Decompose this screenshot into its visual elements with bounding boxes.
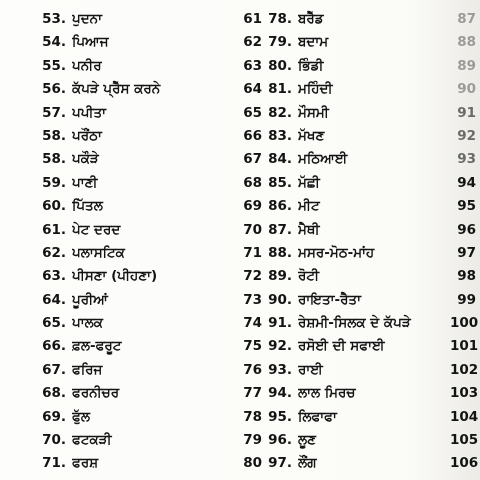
index-row <box>264 429 479 452</box>
entry-page: 65 <box>243 104 262 121</box>
entry-number: 80. <box>268 57 292 74</box>
entry-term: ਪਾਲਕ <box>72 315 103 332</box>
entry-page: 104 <box>450 408 479 425</box>
index-row <box>264 125 476 148</box>
index-row <box>264 359 479 382</box>
entry-number: 95. <box>268 408 292 425</box>
entry-page: 74 <box>243 315 262 332</box>
entry-term: ਫਰਨੀਚਰ <box>72 385 120 402</box>
entry-page: 101 <box>450 338 479 355</box>
entry-term: ਰੇਸ਼ਮੀ-ਸਿਲਕ ਦੇ ਕੱਪੜੇ <box>298 315 411 332</box>
entry-number: 69. <box>42 408 66 425</box>
entry-page: 61 <box>243 11 262 27</box>
index-row <box>264 382 479 405</box>
entry-term: ਪੂਰੀਆਂ <box>72 291 108 308</box>
index-row <box>264 78 476 101</box>
index-row <box>30 172 262 195</box>
entry-number: 88. <box>268 244 292 261</box>
entry-term: ਭਿੰਡੀ <box>298 57 324 74</box>
entry-term: ਮੀਟ <box>298 198 320 215</box>
entry-term: ਫੁੱਲ <box>72 408 90 425</box>
index-row <box>30 125 262 148</box>
entry-number: 92. <box>268 338 292 355</box>
entry-term: ਮਹਿੰਦੀ <box>298 81 333 98</box>
entry-page: 67 <box>243 151 262 168</box>
entry-term: ਪਿੱਤਲ <box>72 198 103 215</box>
entry-page: 75 <box>243 338 262 355</box>
entry-page: 103 <box>450 385 479 402</box>
entry-term: ਪਿਆਜ <box>72 34 109 51</box>
entry-page: 105 <box>450 432 479 449</box>
entry-term: ਮੱਖਣ <box>298 127 325 144</box>
entry-number: 60. <box>42 198 66 215</box>
entry-term: ਫ਼ਲ-ਫਰੂਟ <box>72 338 122 355</box>
entry-number: 66. <box>42 338 66 355</box>
entry-term: ਪਕੌੜੇ <box>72 151 99 168</box>
entry-number: 57. <box>42 104 66 121</box>
index-row <box>30 452 262 475</box>
entry-term: ਮੈਥੀ <box>298 221 320 238</box>
index-row <box>264 31 476 54</box>
entry-number: 79. <box>268 34 292 51</box>
entry-term: ਮੱਛੀ <box>298 174 320 191</box>
entry-number: 56. <box>42 81 66 98</box>
index-row <box>264 265 476 288</box>
entry-number: 54. <box>42 34 66 51</box>
entry-number: 53. <box>42 11 66 27</box>
index-row <box>264 148 476 171</box>
entry-page: 88 <box>457 34 476 51</box>
entry-page: 87 <box>457 11 476 27</box>
entry-number: 89. <box>268 268 292 285</box>
entry-number: 97. <box>268 455 292 472</box>
entry-number: 85. <box>268 174 292 191</box>
entry-term: ਪਪੀਤਾ <box>72 104 106 121</box>
entry-page: 69 <box>243 198 262 215</box>
entry-number: 94. <box>268 385 292 402</box>
entry-number: 87. <box>268 221 292 238</box>
index-row <box>30 219 262 242</box>
entry-number: 58. <box>42 127 66 144</box>
entry-term: ਲੂਣ <box>298 432 316 449</box>
entry-number: 84. <box>268 151 292 168</box>
entry-term: ਪਰੌਂਠਾ <box>72 127 102 144</box>
entry-number: 64. <box>42 291 66 308</box>
entry-page: 92 <box>457 127 476 144</box>
entry-number: 81. <box>268 81 292 98</box>
entry-term: ਪਨੀਰ <box>72 57 102 74</box>
index-row <box>264 452 479 475</box>
entry-term: ਕੱਪੜੇ ਪ੍ਰੈੱਸ ਕਰਨੇ <box>72 81 161 98</box>
entry-page: 63 <box>243 57 262 74</box>
entry-page: 64 <box>243 81 262 98</box>
entry-number: 96. <box>268 432 292 449</box>
entry-number: 58. <box>42 151 66 168</box>
entry-page: 77 <box>243 385 262 402</box>
index-row <box>30 289 262 312</box>
entry-term: ਰਸੋਈ ਦੀ ਸਫਾਈ <box>298 338 385 355</box>
index-row <box>30 312 262 335</box>
index-row <box>264 289 476 312</box>
index-row <box>264 242 476 265</box>
index-column-left <box>30 8 262 476</box>
entry-page: 70 <box>243 221 262 238</box>
entry-page: 72 <box>243 268 262 285</box>
entry-term: ਲੌਂਗ <box>298 455 317 472</box>
entry-number: 78. <box>268 11 292 27</box>
entry-number: 93. <box>268 361 292 378</box>
entry-page: 93 <box>457 151 476 168</box>
entry-term: ਮਸਰ-ਮੋਠ-ਮਾਂਹ <box>298 244 375 261</box>
index-row <box>30 31 262 54</box>
entry-term: ਰੋਟੀ <box>298 268 320 285</box>
entry-page: 96 <box>457 221 476 238</box>
entry-page: 94 <box>457 174 476 191</box>
index-row <box>30 8 262 31</box>
index-row <box>30 429 262 452</box>
index-row <box>30 55 262 78</box>
entry-term: ਪੁਦਨਾ <box>72 11 102 27</box>
entry-number: 59. <box>42 174 66 191</box>
entry-page: 79 <box>243 432 262 449</box>
entry-term: ਰਾਈ <box>298 361 323 378</box>
entry-page: 95 <box>457 198 476 215</box>
entry-number: 90. <box>268 291 292 308</box>
entry-number: 86. <box>268 198 292 215</box>
index-row <box>30 195 262 218</box>
entry-page: 73 <box>243 291 262 308</box>
entry-number: 91. <box>268 315 292 332</box>
entry-term: ਮੌਸਮੀ <box>298 104 329 121</box>
entry-term: ਪੀਸਣਾ (ਪੀਹਣਾ) <box>72 268 158 285</box>
entry-term: ਫਰਸ਼ <box>72 455 99 472</box>
entry-page: 68 <box>243 174 262 191</box>
entry-page: 98 <box>457 268 476 285</box>
entry-term: ਪੇਟ ਦਰਦ <box>72 221 121 238</box>
index-row <box>264 406 479 429</box>
entry-term: ਬਰੈੱਡ <box>298 11 324 27</box>
index-row <box>30 78 262 101</box>
entry-page: 71 <box>243 244 262 261</box>
entry-term: ਲਾਲ ਮਿਰਚ <box>298 385 356 402</box>
index-row <box>264 219 476 242</box>
index-row <box>264 102 476 125</box>
entry-page: 89 <box>457 57 476 74</box>
entry-number: 61. <box>42 221 66 238</box>
entry-number: 68. <box>42 385 66 402</box>
index-row <box>30 265 262 288</box>
entry-term: ਰਾਇਤਾ-ਰੈਤਾ <box>298 291 361 308</box>
entry-number: 67. <box>42 361 66 378</box>
entry-term: ਫਟਕੜੀ <box>72 432 112 449</box>
index-row <box>264 195 476 218</box>
index-row <box>264 312 479 335</box>
index-row <box>264 335 479 358</box>
entry-number: 63. <box>42 268 66 285</box>
entry-page: 66 <box>243 127 262 144</box>
index-row <box>264 55 476 78</box>
entry-page: 97 <box>457 244 476 261</box>
index-row <box>30 382 262 405</box>
index-row <box>264 8 476 31</box>
entry-page: 99 <box>457 291 476 308</box>
index-row <box>30 102 262 125</box>
entry-page: 78 <box>243 408 262 425</box>
entry-number: 65. <box>42 315 66 332</box>
entry-page: 62 <box>243 34 262 51</box>
entry-number: 70. <box>42 432 66 449</box>
entry-term: ਪਾਣੀ <box>72 174 98 191</box>
entry-number: 83. <box>268 127 292 144</box>
index-column-right <box>264 8 479 476</box>
entry-number: 55. <box>42 57 66 74</box>
index-row <box>264 172 476 195</box>
entry-page: 102 <box>450 361 479 378</box>
entry-page: 76 <box>243 361 262 378</box>
index-row <box>30 359 262 382</box>
entry-page: 90 <box>457 81 476 98</box>
entry-number: 62. <box>42 244 66 261</box>
entry-page: 80 <box>243 455 262 472</box>
entry-term: ਮਠਿਆਈ <box>298 151 348 168</box>
entry-page: 100 <box>450 315 479 332</box>
entry-number: 71. <box>42 455 66 472</box>
index-row <box>30 242 262 265</box>
index-row <box>30 406 262 429</box>
entry-page: 106 <box>450 455 479 472</box>
entry-number: 82. <box>268 104 292 121</box>
entry-page: 91 <box>457 104 476 121</box>
index-row <box>30 335 262 358</box>
entry-term: ਪਲਾਸਟਿਕ <box>72 244 125 261</box>
entry-term: ਲਿਫਾਫਾ <box>298 408 337 425</box>
entry-term: ਬਦਾਮ <box>298 34 329 51</box>
index-row <box>30 148 262 171</box>
entry-term: ਫਰਿਜ <box>72 361 103 378</box>
